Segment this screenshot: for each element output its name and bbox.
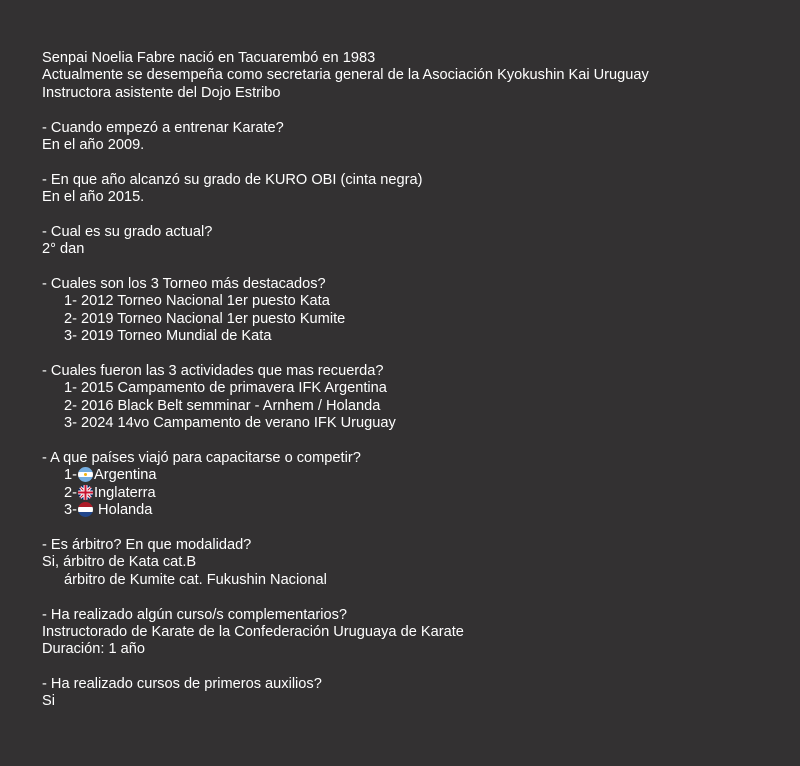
spacer (42, 659, 782, 676)
spacer (42, 259, 782, 276)
list-item: 3- 2024 14vo Campamento de verano IFK Uruguay (64, 415, 396, 432)
spacer (42, 207, 782, 224)
spacer (42, 589, 782, 606)
question-referee: - Es árbitro? En que modalidad? (42, 536, 252, 553)
spacer (42, 154, 782, 171)
list-number: 2- (64, 484, 77, 501)
country-name: Inglaterra (93, 484, 156, 501)
spacer (42, 346, 782, 363)
answer-course-duration: Duración: 1 año (42, 641, 146, 658)
question-countries: - A que países viajó para capacitarse o competir? (42, 449, 361, 466)
question-black-belt: - En que año alcanzó su grado de KURO OBI (cinta negra) (42, 171, 423, 188)
country-name: Holanda (98, 502, 153, 519)
list-item: 3- 2019 Torneo Mundial de Kata (64, 328, 272, 345)
answer-current-grade: 2° dan (42, 241, 85, 258)
answer-black-belt: En el año 2015. (42, 189, 145, 206)
answer-first-aid: Si (42, 693, 55, 710)
list-item (42, 485, 782, 502)
question-start-training: - Cuando empezó a entrenar Karate? (42, 119, 284, 136)
country-name: Argentina (93, 467, 157, 484)
question-top-activities: - Cuales fueron las 3 actividades que mas recuerda? (42, 363, 384, 380)
list-item (42, 467, 782, 484)
list-item: 2- 2019 Torneo Nacional 1er puesto Kumite (64, 310, 346, 327)
argentina-flag-icon (78, 467, 93, 482)
uk-flag-icon (78, 485, 93, 500)
list-number: 3- (64, 502, 77, 519)
answer-referee-kata: Si, árbitro de Kata cat.B (42, 554, 197, 571)
spacer (42, 433, 782, 450)
list-item (42, 502, 782, 519)
intro-line-1: Senpai Noelia Fabre nació en Tacuarembó en 1983 (42, 50, 376, 66)
answer-start-training: En el año 2009. (42, 136, 145, 153)
spacer (42, 102, 782, 119)
question-first-aid: - Ha realizado cursos de primeros auxilios? (42, 676, 322, 693)
list-item: 2- 2016 Black Belt semminar - Arnhem / Holanda (64, 397, 381, 414)
question-top-tournaments: - Cuales son los 3 Torneo más destacados? (42, 276, 326, 293)
answer-referee-kumite: árbitro de Kumite cat. Fukushin Nacional (64, 571, 327, 588)
spacer (42, 520, 782, 537)
list-item: 1- 2015 Campamento de primavera IFK Argentina (64, 380, 387, 397)
interview-document (42, 50, 782, 711)
question-courses: - Ha realizado algún curso/s complementarios? (42, 606, 347, 623)
list-item: 1- 2012 Torneo Nacional 1er puesto Kata (64, 293, 330, 310)
answer-course-name: Instructorado de Karate de la Confederación Uruguaya de Karate (42, 623, 464, 640)
intro-line-3: Instructora asistente del Dojo Estribo (42, 84, 281, 101)
intro-line-2: Actualmente se desempeña como secretaria general de la Asociación Kyokushin Kai Uruguay (42, 67, 649, 84)
list-number: 1- (64, 467, 77, 484)
question-current-grade: - Cual es su grado actual? (42, 223, 213, 240)
netherlands-flag-icon (78, 502, 93, 517)
